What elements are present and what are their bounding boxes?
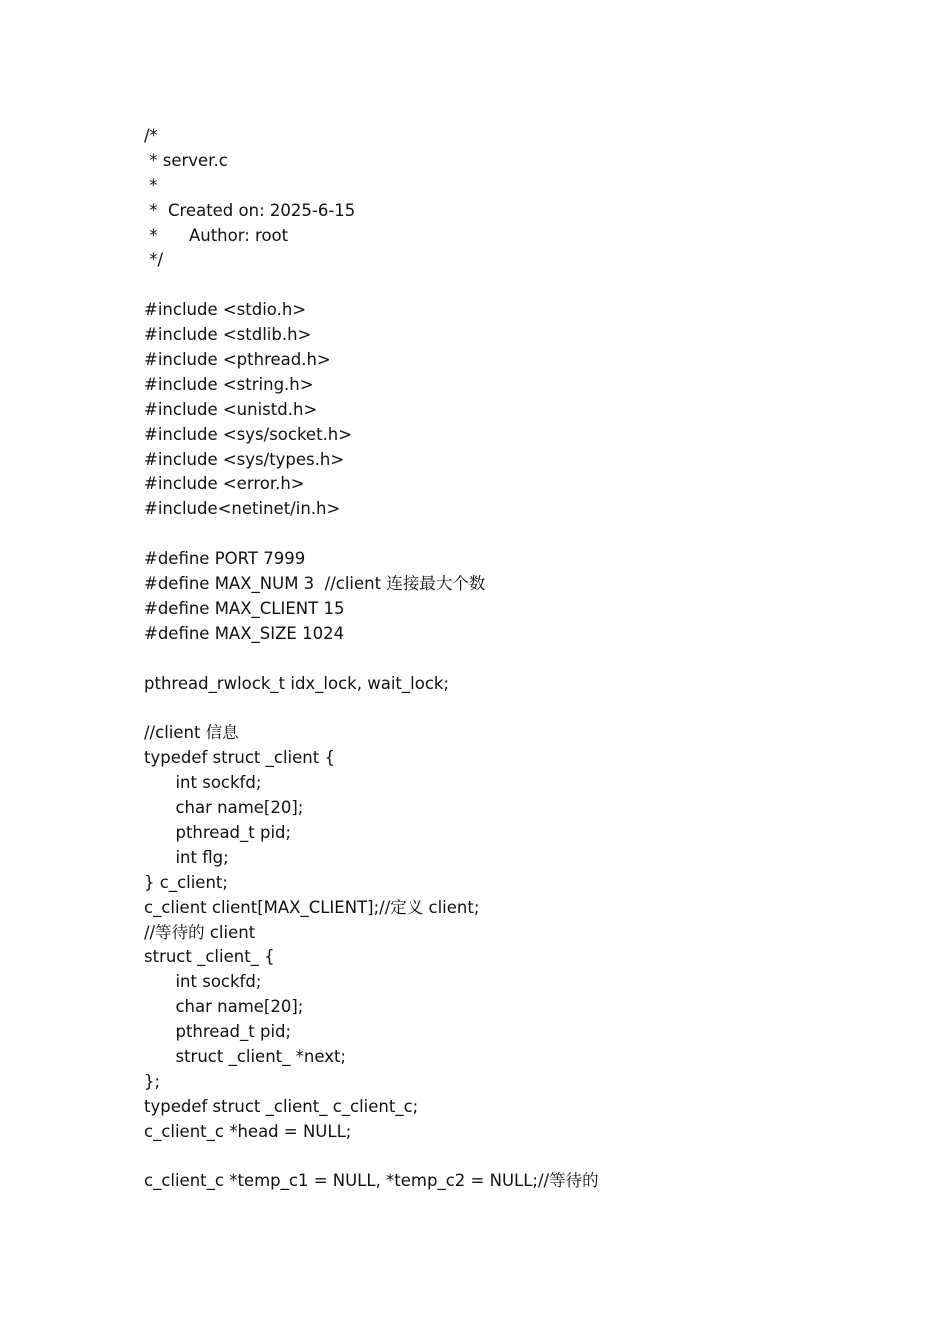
code-line: char name[20]; (144, 798, 304, 818)
blank-line (144, 273, 904, 298)
code-line: #include <string.h> (144, 374, 314, 394)
code-line: }; (144, 1071, 161, 1091)
code-line: //client 信息 (144, 723, 239, 743)
code-line: int sockfd; (144, 773, 262, 793)
blank-line (144, 1145, 904, 1170)
code-line: #define PORT 7999 (144, 549, 306, 569)
code-line: * Author: root (144, 225, 289, 245)
code-line: #define MAX_CLIENT 15 (144, 598, 345, 618)
code-line: c_client client[MAX_CLIENT];//定义 client; (144, 897, 480, 917)
code-line: //等待的 client (144, 922, 256, 942)
code-line: c_client_c *temp_c1 = NULL, *temp_c2 = NULL;//等待的 (144, 1171, 599, 1191)
code-line: #define MAX_SIZE 1024 (144, 623, 345, 643)
code-line: int flg; (144, 847, 229, 867)
code-line: * Created on: 2025-6-15 (144, 200, 356, 220)
code-line: * server.c (144, 150, 228, 170)
code-line: #include <sys/socket.h> (144, 424, 353, 444)
code-line: } c_client; (144, 872, 228, 892)
code-line: struct _client_ *next; (144, 1046, 346, 1066)
blank-line (144, 696, 904, 721)
code-line: #include <error.h> (144, 474, 305, 494)
code-line: char name[20]; (144, 997, 304, 1017)
code-line: #include <stdio.h> (144, 300, 307, 320)
code-line: pthread_t pid; (144, 822, 292, 842)
code-line: typedef struct _client { (144, 748, 335, 768)
code-line: int sockfd; (144, 972, 262, 992)
code-line: */ (144, 250, 164, 270)
code-line: #define MAX_NUM 3 //client 连接最大个数 (144, 574, 486, 594)
code-line: pthread_rwlock_t idx_lock, wait_lock; (144, 673, 450, 693)
code-line: /* (144, 126, 158, 145)
code-line: c_client_c *head = NULL; (144, 1121, 352, 1141)
code-line: #include<netinet/in.h> (144, 499, 341, 519)
code-line: struct _client_ { (144, 947, 275, 967)
code-line: #include <sys/types.h> (144, 449, 345, 469)
code-line: #include <unistd.h> (144, 399, 318, 419)
code-line: pthread_t pid; (144, 1022, 292, 1042)
code-line: * (144, 175, 158, 195)
code-line: typedef struct _client_ c_client_c; (144, 1096, 419, 1116)
blank-line (144, 647, 904, 672)
code-line: #include <stdlib.h> (144, 325, 312, 345)
code-listing (144, 124, 904, 1194)
code-line: #include <pthread.h> (144, 350, 331, 370)
blank-line (144, 522, 904, 547)
